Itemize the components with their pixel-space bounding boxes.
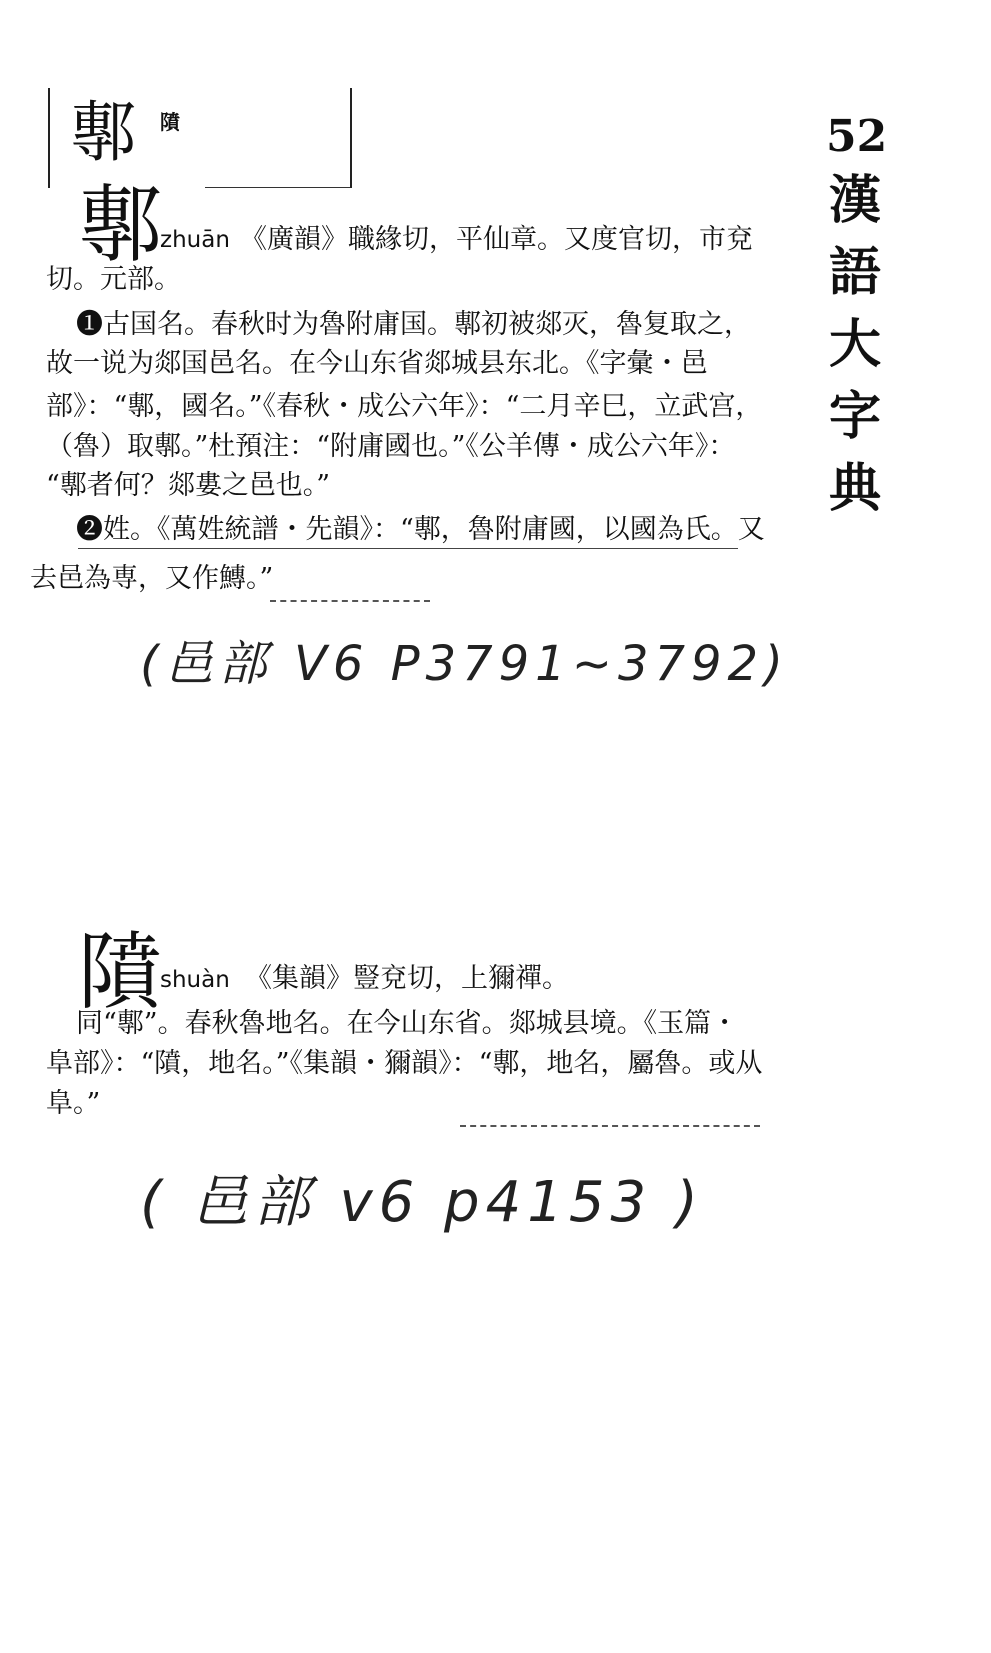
header-character: 鄟 <box>70 94 136 171</box>
entry2-line: 阜部》：“隫，地名。”《集韻・獮韻》：“鄟，地名，屬魯。或从 <box>46 1048 763 1079</box>
entry2-line: 《集韻》豎兗切，上獮禪。 <box>245 963 569 994</box>
entry1-line: 去邑為専，又作鱄。” <box>30 563 274 594</box>
entry1-pinyin: zhuān <box>160 227 230 253</box>
entry1-headword: 鄟 <box>78 176 163 274</box>
entry1-handwritten-note: (邑部 V6 P3791~3792) <box>140 636 789 692</box>
source-title-char: 字 <box>828 386 881 447</box>
source-title-char: 大 <box>828 314 881 375</box>
entry1-line: “鄟者何？郯婁之邑也。” <box>46 470 331 501</box>
source-title-char: 漢 <box>828 170 881 231</box>
source-title <box>820 165 890 525</box>
entry1-sense2-underline <box>78 548 738 549</box>
header-rule <box>205 187 350 188</box>
header-variant-character: 隫 <box>160 110 180 134</box>
entry1-line: 《廣韻》職緣切，平仙章。又度官切，市兗 <box>240 224 753 255</box>
source-number: 52 <box>826 111 888 162</box>
entry1-line: ❷姓。《萬姓統譜・先韻》：“鄟，魯附庸國，以國為氏。又 <box>76 514 765 545</box>
entry1-line: （魯）取鄟。”杜預注：“附庸國也。”《公羊傳・成公六年》： <box>46 431 736 462</box>
entry2-headword: 隫 <box>78 923 163 1021</box>
entry2-pinyin: shuàn <box>160 967 230 993</box>
entry2-trailing-dash <box>460 1125 760 1127</box>
entry1-line: ❶古国名。春秋时为魯附庸国。鄟初被郯灭，魯复取之， <box>76 309 751 340</box>
entry1-line: 故一说为郯国邑名。在今山东省郯城县东北。《字彙・邑 <box>46 348 708 379</box>
entry2-line: 同“鄟”。春秋魯地名。在今山东省。郯城县境。《玉篇・ <box>76 1008 739 1039</box>
entry1-line: 切。元部。 <box>46 264 181 295</box>
entry1-trailing-dash <box>270 600 430 602</box>
source-title-char: 典 <box>828 458 881 519</box>
source-title-char: 語 <box>828 242 881 303</box>
entry1-line: 部》：“鄟，國名。”《春秋・成公六年》：“二月辛巳，立武宫， <box>46 391 763 422</box>
entry2-handwritten-note: ( 邑部 v6 p4153 ) <box>140 1170 704 1235</box>
entry2-line: 阜。” <box>46 1088 101 1119</box>
